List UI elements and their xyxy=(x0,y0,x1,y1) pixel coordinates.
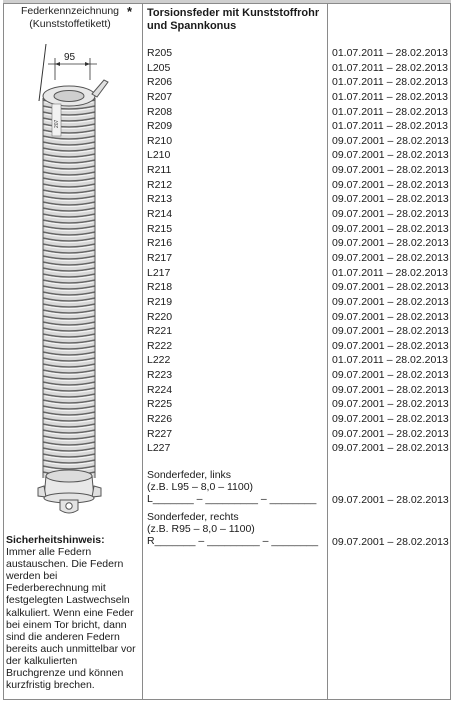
spring-code: L205 xyxy=(147,61,171,74)
spring-code: R209 xyxy=(147,120,173,133)
spring-code: R224 xyxy=(147,383,173,396)
spring-row xyxy=(147,412,447,427)
spring-row xyxy=(147,353,447,368)
spring-row xyxy=(147,339,447,354)
spring-row xyxy=(147,163,447,178)
validity-period: 09.07.2001 – 28.02.2013 xyxy=(332,134,449,147)
spring-row xyxy=(147,192,447,207)
header-line-2: und Spannkonus xyxy=(147,20,237,32)
column-divider-left xyxy=(142,3,143,700)
validity-period: 09.07.2001 – 28.02.2013 xyxy=(332,383,449,396)
spring-row xyxy=(147,90,447,105)
spring-row xyxy=(147,236,447,251)
spring-code: R211 xyxy=(147,164,172,177)
spring-code: R206 xyxy=(147,76,173,89)
validity-period: 09.07.2001 – 28.02.2013 xyxy=(332,164,449,177)
validity-period: 01.07.2011 – 28.02.2013 xyxy=(332,266,448,279)
spring-row xyxy=(147,280,447,295)
spring-code: L210 xyxy=(147,149,171,162)
validity-period: 09.07.2001 – 28.02.2013 xyxy=(332,251,449,264)
spring-code: R218 xyxy=(147,281,173,294)
spring-row xyxy=(147,75,447,90)
special-right-title: Sonderfeder, rechts xyxy=(147,511,239,523)
spring-label-text: 207 xyxy=(54,119,60,128)
spring-row xyxy=(147,266,447,281)
spring-code: R222 xyxy=(147,339,173,352)
validity-period: 09.07.2001 – 28.02.2013 xyxy=(332,339,449,352)
spring-row xyxy=(147,61,447,76)
safety-title: Sicherheitshinweis: xyxy=(6,534,105,546)
spring-code: R227 xyxy=(147,427,173,440)
spring-row xyxy=(147,441,447,456)
validity-period: 01.07.2011 – 28.02.2013 xyxy=(332,61,448,74)
spring-row xyxy=(147,178,447,193)
special-spring-left xyxy=(147,469,327,505)
spring-code: R226 xyxy=(147,413,173,426)
spring-code: R207 xyxy=(147,90,173,103)
validity-period: 09.07.2001 – 28.02.2013 xyxy=(332,427,449,440)
spring-code: R219 xyxy=(147,295,173,308)
spring-row xyxy=(147,134,447,149)
validity-period: 01.07.2011 – 28.02.2013 xyxy=(332,90,448,103)
validity-period: 09.07.2001 – 28.02.2013 xyxy=(332,281,449,294)
spring-code: R205 xyxy=(147,47,173,59)
spring-code: R216 xyxy=(147,237,173,250)
validity-period: 09.07.2001 – 28.02.2013 xyxy=(332,178,449,191)
validity-period: 09.07.2001 – 28.02.2013 xyxy=(332,208,449,221)
spring-code: L217 xyxy=(147,266,171,279)
validity-period: 01.07.2011 – 28.02.2013 xyxy=(332,105,448,118)
spring-row xyxy=(147,207,447,222)
spring-row xyxy=(147,46,447,61)
validity-period: 01.07.2011 – 28.02.2013 xyxy=(332,120,448,133)
spring-code: R208 xyxy=(147,105,173,118)
special-right-example: (z.B. R95 – 8,0 – 1100) xyxy=(147,523,255,535)
spring-code: L227 xyxy=(147,442,171,455)
dimension-label: 95 xyxy=(64,52,76,63)
validity-period: 01.07.2011 – 28.02.2013 xyxy=(332,76,448,89)
spring-label-line-2: (Kunststoffetikett) xyxy=(29,18,111,30)
validity-period: 09.07.2001 – 28.02.2013 xyxy=(332,222,449,235)
validity-period: 09.07.2001 – 28.02.2013 xyxy=(332,413,449,426)
validity-period: 09.07.2001 – 28.02.2013 xyxy=(332,398,449,411)
validity-period: 09.07.2001 – 28.02.2013 xyxy=(332,369,449,382)
spring-row xyxy=(147,148,447,163)
spring-row xyxy=(147,324,447,339)
validity-period: 09.07.2001 – 28.02.2013 xyxy=(332,149,449,162)
validity-period: 09.07.2001 – 28.02.2013 xyxy=(332,295,449,308)
validity-period: 01.07.2011 – 28.02.2013 xyxy=(332,47,448,59)
spring-row xyxy=(147,368,447,383)
spring-code: R217 xyxy=(147,251,173,264)
spring-code: R220 xyxy=(147,310,173,323)
validity-period: 09.07.2001 – 28.02.2013 xyxy=(332,310,449,323)
validity-period: 09.07.2001 – 28.02.2013 xyxy=(332,193,449,206)
special-left-title: Sonderfeder, links xyxy=(147,469,232,481)
special-left-blank: L_______ – _________ – ________ xyxy=(147,493,317,505)
safety-text: Immer alle Federn austauschen. Die Federn werden bei Federberechnung mit festgelegten Lastwechseln kalkuliert. Wenn eine Feder bei einem Tor bricht, dann sind die anderen Federn bereits auch unmittelbar vor der kalkulierten Bruchgrenze und können kurzfristig brechen. xyxy=(6,546,136,692)
validity-period: 09.07.2001 – 28.02.2013 xyxy=(332,325,449,338)
spring-code: R213 xyxy=(147,193,173,206)
special-right-blank: R_______ – _________ – ________ xyxy=(147,535,319,547)
validity-period: 09.07.2001 – 28.02.2013 xyxy=(332,442,449,455)
spring-label-caption xyxy=(10,4,133,31)
special-left-date: 09.07.2001 – 28.02.2013 xyxy=(332,494,449,506)
spring-code: R215 xyxy=(147,222,173,235)
spring-code: R225 xyxy=(147,398,173,411)
spring-row xyxy=(147,295,447,310)
asterisk-marker: * xyxy=(127,4,133,19)
spring-list xyxy=(147,46,447,456)
spring-row xyxy=(147,310,447,325)
special-left-example: (z.B. L95 – 8,0 – 1100) xyxy=(147,481,254,493)
validity-period: 01.07.2011 – 28.02.2013 xyxy=(332,354,448,367)
safety-notice xyxy=(6,534,139,691)
spring-row xyxy=(147,119,447,134)
table-header xyxy=(147,7,327,33)
spring-row xyxy=(147,251,447,266)
torsion-spring-illustration xyxy=(0,0,142,530)
spring-code: R214 xyxy=(147,208,173,221)
special-spring-right xyxy=(147,511,327,547)
spring-row xyxy=(147,222,447,237)
spring-code: R221 xyxy=(147,325,173,338)
special-right-date: 09.07.2001 – 28.02.2013 xyxy=(332,536,449,548)
spring-code: R210 xyxy=(147,134,173,147)
spring-label-line-1: Federkennzeichnung xyxy=(20,5,120,17)
header-line-1: Torsionsfeder mit Kunststoffrohr xyxy=(147,7,320,19)
spring-row xyxy=(147,397,447,412)
spring-code: L222 xyxy=(147,354,171,367)
spring-row xyxy=(147,383,447,398)
validity-period: 09.07.2001 – 28.02.2013 xyxy=(332,237,449,250)
spring-row xyxy=(147,427,447,442)
spring-row xyxy=(147,105,447,120)
spring-label-line xyxy=(10,4,133,31)
spring-code: R223 xyxy=(147,369,173,382)
spring-code: R212 xyxy=(147,178,173,191)
